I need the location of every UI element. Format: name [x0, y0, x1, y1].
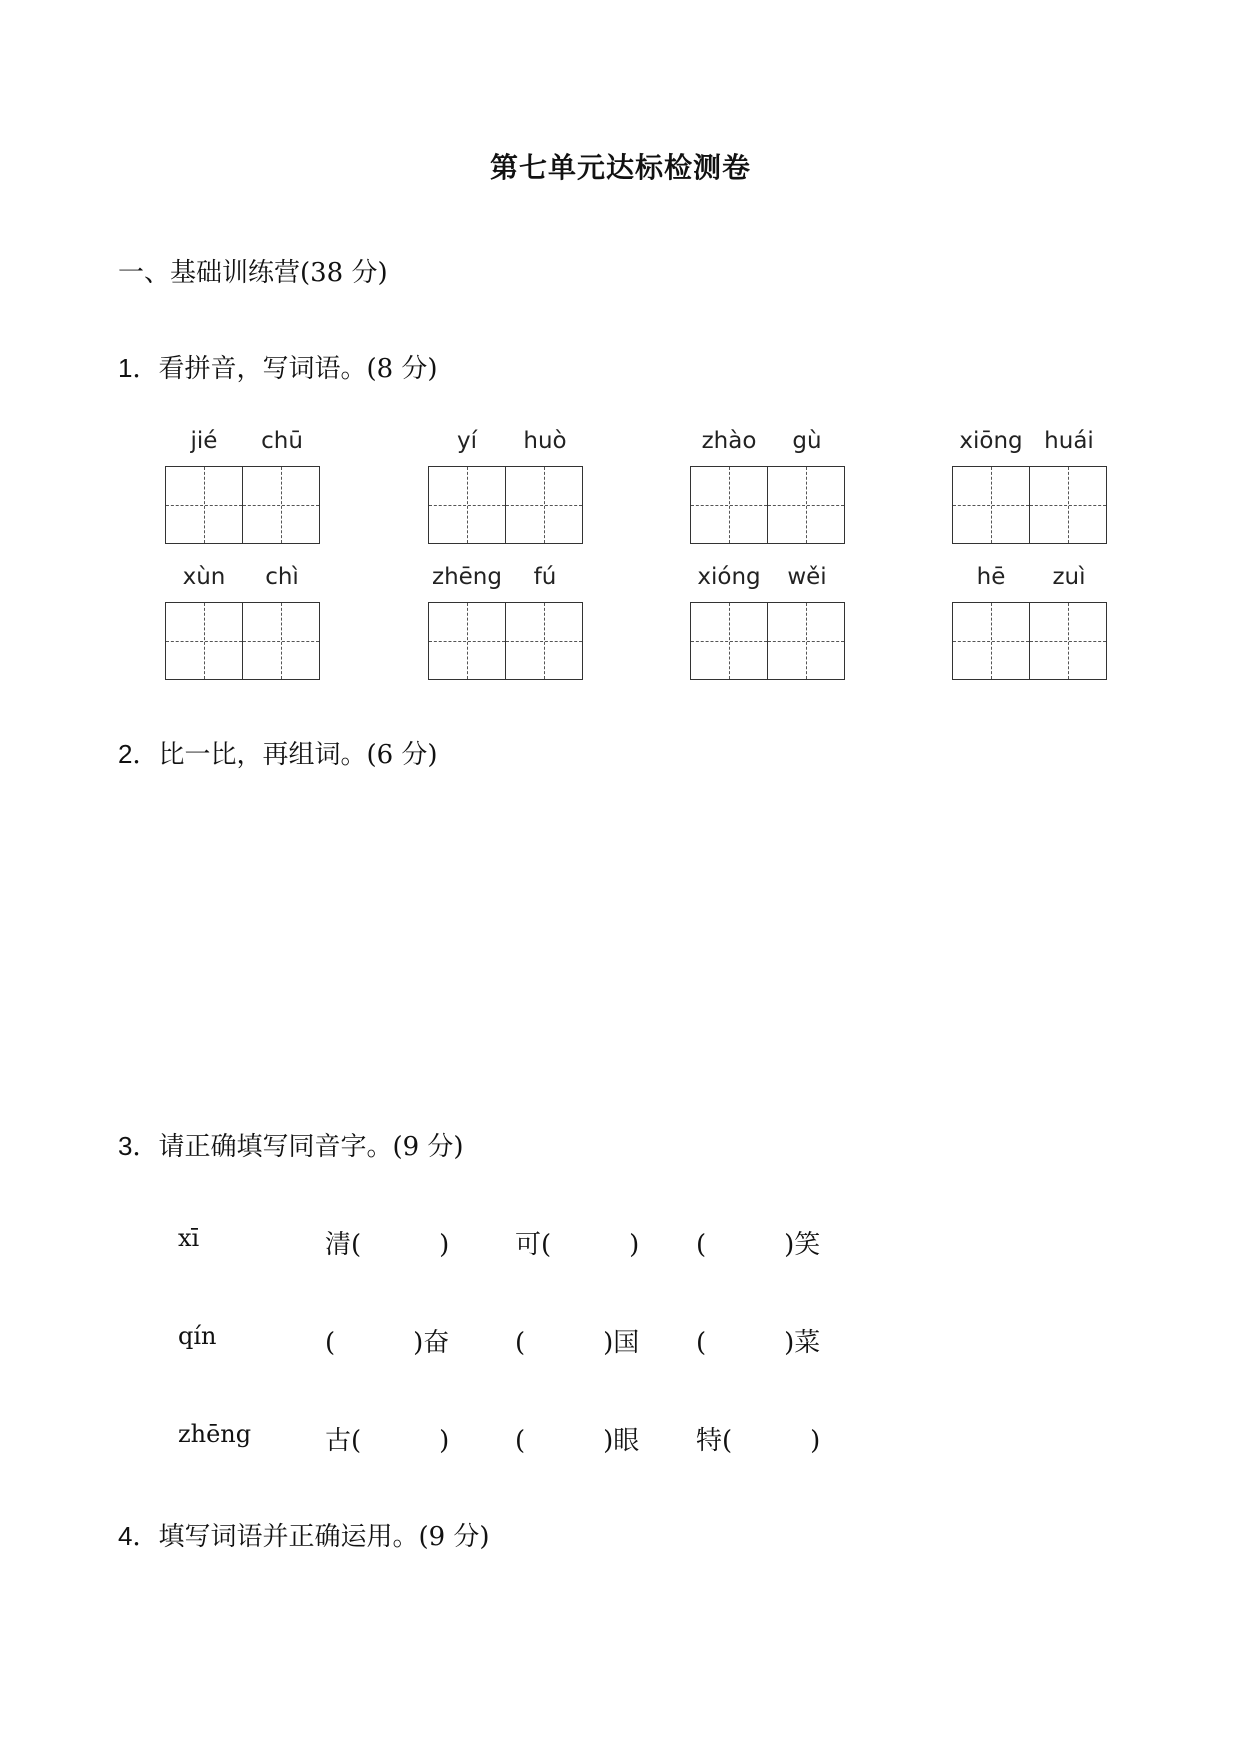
question-1 — [118, 348, 438, 385]
fill-blank[interactable]: ( )奋 — [325, 1328, 450, 1358]
writing-box[interactable] — [690, 602, 768, 680]
writing-box[interactable] — [767, 466, 845, 544]
pinyin-syllable: zhào — [701, 428, 757, 454]
homophone-pinyin: zhēng — [178, 1420, 252, 1448]
question-text: 填写词语并正确运用。(9 分) — [158, 1522, 490, 1552]
question-number: 3． — [118, 1131, 159, 1161]
writing-box[interactable] — [690, 466, 768, 544]
pinyin-syllable: huò — [523, 428, 567, 454]
fill-blank[interactable]: 清( ) — [325, 1230, 450, 1260]
pinyin-syllable: xiōng — [959, 428, 1023, 454]
pinyin-syllable: huái — [1044, 428, 1094, 454]
pinyin-syllable: zuì — [1052, 564, 1086, 590]
writing-box[interactable] — [242, 466, 320, 544]
pinyin-syllable: xióng — [697, 564, 761, 590]
question-number: 1． — [118, 353, 159, 383]
fill-blank[interactable]: 特( ) — [696, 1426, 821, 1456]
fill-blank[interactable]: ( )菜 — [696, 1328, 821, 1358]
writing-box[interactable] — [428, 602, 506, 680]
homophone-pinyin: xī — [178, 1224, 200, 1252]
question-2 — [118, 734, 438, 771]
pinyin-syllable: fú — [533, 564, 557, 590]
writing-box[interactable] — [165, 466, 243, 544]
question-3 — [118, 1126, 464, 1163]
question-number: 2． — [118, 739, 159, 769]
writing-box[interactable] — [1029, 466, 1107, 544]
fill-blank[interactable]: ( )眼 — [515, 1426, 640, 1456]
question-number: 4． — [118, 1521, 159, 1551]
pinyin-syllable: zhēng — [432, 564, 502, 590]
pinyin-syllable: hē — [976, 564, 1006, 590]
writing-box[interactable] — [505, 602, 583, 680]
writing-box[interactable] — [505, 466, 583, 544]
pinyin-syllable: xùn — [182, 564, 226, 590]
writing-box[interactable] — [767, 602, 845, 680]
fill-blank[interactable]: 可( ) — [515, 1230, 640, 1260]
section-heading: 一、基础训练营(38 分) — [118, 258, 388, 288]
question-text: 看拼音，写词语。(8 分) — [158, 354, 438, 384]
pinyin-syllable: gù — [792, 428, 822, 454]
writing-box[interactable] — [242, 602, 320, 680]
writing-box[interactable] — [952, 466, 1030, 544]
pinyin-syllable: yí — [456, 428, 477, 454]
pinyin-syllable: chū — [261, 428, 303, 454]
writing-box[interactable] — [165, 602, 243, 680]
page-title: 第七单元达标检测卷 — [489, 151, 751, 184]
writing-box[interactable] — [1029, 602, 1107, 680]
writing-box[interactable] — [428, 466, 506, 544]
writing-box[interactable] — [952, 602, 1030, 680]
homophone-pinyin: qín — [178, 1322, 217, 1350]
fill-blank[interactable]: ( )笑 — [696, 1230, 821, 1260]
fill-blank[interactable]: ( )国 — [515, 1328, 640, 1358]
pinyin-syllable: jié — [190, 428, 218, 454]
fill-blank[interactable]: 古( ) — [325, 1426, 450, 1456]
pinyin-syllable: wěi — [787, 564, 827, 590]
question-text: 请正确填写同音字。(9 分) — [158, 1132, 464, 1162]
question-text: 比一比，再组词。(6 分) — [158, 740, 438, 770]
question-4 — [118, 1516, 490, 1553]
pinyin-syllable: chì — [265, 564, 299, 590]
